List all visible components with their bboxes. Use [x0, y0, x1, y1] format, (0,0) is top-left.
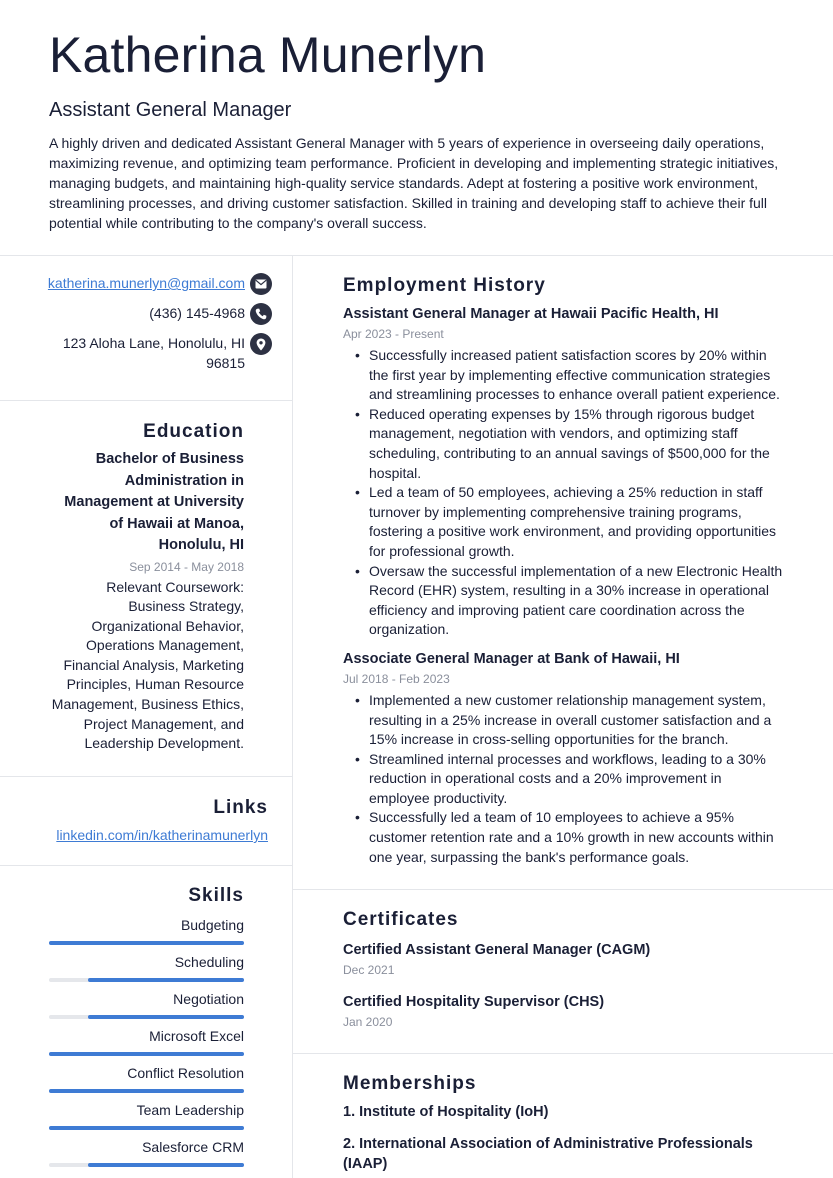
degree-title: Bachelor of Business Administration in Management at University of Hawaii at Manoa, Honolulu, HI: [64, 451, 244, 553]
skill-label: Team Leadership: [136, 1102, 244, 1118]
skill-level-fill: [49, 1052, 244, 1056]
contact-section: [0, 256, 292, 401]
candidate-title: Assistant General Manager: [49, 99, 292, 121]
certificate-date: Jan 2020: [343, 1015, 393, 1029]
skill-level-bar: [49, 1126, 244, 1130]
job-bullet: • Successfully led a team of 10 employees to achieve a 95% customer retention rate and a 10% growth in new accounts within one year, surpassing the bank's performance goals.: [355, 808, 785, 867]
linkedin-link[interactable]: linkedin.com/in/katherinamunerlyn: [56, 827, 268, 843]
skill-item: [49, 1137, 244, 1167]
skill-label: Conflict Resolution: [127, 1065, 244, 1081]
email-link[interactable]: katherina.munerlyn@gmail.com: [47, 275, 245, 291]
skill-level-fill: [49, 941, 244, 945]
skills-section: [0, 866, 292, 1167]
contact-email-row: [49, 273, 272, 295]
coursework: Relevant Coursework: Business Strategy, Organizational Behavior, Operations Management, Financial Analysis, Marketing Principles, Human Resource Management, Business Ethics, Project Management, and Leadership Development.: [51, 578, 244, 752]
links-section: [0, 777, 292, 866]
memberships-heading: Memberships: [343, 1073, 477, 1094]
employment-heading: Employment History: [343, 275, 546, 296]
candidate-name: Katherina Munerlyn: [49, 27, 487, 83]
skill-level-fill: [49, 1126, 244, 1130]
skill-label: Negotiation: [173, 991, 244, 1007]
skill-label: Microsoft Excel: [149, 1028, 244, 1044]
job-entry: [343, 649, 785, 867]
employment-section: [293, 256, 833, 890]
job-title: Assistant General Manager at Hawaii Pacific Health, HI: [343, 306, 719, 322]
education-dates: Sep 2014 - May 2018: [129, 559, 244, 574]
job-bullet: • Oversaw the successful implementation of a new Electronic Health Record (EHR) system, resulting in a 30% increase in operational efficiency and improving patient care coordination across the organization.: [355, 562, 785, 640]
certificate-date: Dec 2021: [343, 963, 395, 977]
location-pin-icon: [250, 333, 272, 355]
membership-item: 1. Institute of Hospitality (IoH): [343, 1104, 549, 1120]
job-dates: Jul 2018 - Feb 2023: [343, 671, 450, 686]
phone-number: (436) 145-4968: [149, 305, 245, 321]
education-heading: Education: [143, 421, 244, 442]
job-bullet: • Successfully increased patient satisfaction scores by 20% within the first year by implementing effective communication strategies and streamlining processes to enhance overall patient experience.: [355, 346, 785, 405]
skills-heading: Skills: [188, 885, 244, 906]
skills-list: [49, 915, 244, 1167]
phone-icon: [250, 303, 272, 325]
skill-item: [49, 989, 244, 1019]
membership-item: 2. International Association of Administrative Professionals (IAAP): [343, 1136, 753, 1172]
skill-level-bar: [49, 1015, 244, 1019]
certificates-heading: Certificates: [343, 909, 459, 930]
skill-level-fill: [88, 978, 244, 982]
memberships-section: [293, 1054, 833, 1174]
certificate-entry: [343, 992, 785, 1031]
address: 123 Aloha Lane, Honolulu, HI 96815: [62, 335, 245, 371]
skill-label: Salesforce CRM: [142, 1139, 244, 1155]
job-bullet: • Implemented a new customer relationship management system, resulting in a 25% increase in overall customer satisfaction and a 15% increase in cross-selling opportunities for the branch.: [355, 691, 785, 750]
skill-level-fill: [49, 1089, 244, 1093]
job-bullet: • Led a team of 50 employees, achieving a 25% reduction in staff turnover by implementing comprehensive training programs, fostering a positive work environment, and providing opportunities for professional growth.: [355, 483, 785, 561]
envelope-icon: [250, 273, 272, 295]
job-entry: [343, 304, 785, 640]
contact-address-row: [49, 333, 272, 373]
skill-item: [49, 952, 244, 982]
certificate-entry: [343, 940, 785, 979]
job-dates: Apr 2023 - Present: [343, 327, 444, 341]
links-heading: Links: [213, 797, 268, 818]
job-bullets: [343, 346, 785, 640]
resume-header: [0, 0, 833, 256]
skill-label: Budgeting: [180, 917, 244, 933]
skill-level-bar: [49, 1089, 244, 1093]
skill-level-bar: [49, 1163, 244, 1167]
education-section: [0, 401, 292, 777]
job-bullets: [343, 691, 785, 867]
skill-level-bar: [49, 941, 244, 945]
job-title: Associate General Manager at Bank of Hawaii, HI: [343, 650, 680, 667]
skill-item: [49, 1100, 244, 1130]
left-column: [0, 256, 293, 1178]
skill-item: [49, 1063, 244, 1093]
job-bullet: • Reduced operating expenses by 15% through rigorous budget management, negotiation with vendors, and optimizing staff scheduling, contributing to an annual savings of $500,000 for the hospital.: [355, 405, 785, 483]
certificate-name: Certified Assistant General Manager (CAGM): [343, 942, 651, 958]
certificate-name: Certified Hospitality Supervisor (CHS): [343, 994, 605, 1010]
right-column: [293, 256, 833, 1178]
certificates-section: [293, 890, 833, 1054]
skill-level-fill: [88, 1163, 244, 1167]
skill-level-bar: [49, 1052, 244, 1056]
contact-phone-row: [49, 303, 272, 325]
skill-item: [49, 1026, 244, 1056]
skill-level-bar: [49, 978, 244, 982]
profile-summary: A highly driven and dedicated Assistant General Manager with 5 years of experience in overseeing daily operations, maximizing revenue, and optimizing team performance. Proficient in developing and implementing strategic initiatives, managing budgets, and maintaining high-quality service standards. Adept at fostering a positive work environment, streamlining processes, and driving customer satisfaction. Skilled in training and developing staff to achieve their full potential while contributing to the company's overall success.: [49, 135, 779, 231]
skill-item: [49, 915, 244, 945]
job-bullet: • Streamlined internal processes and workflows, leading to a 30% reduction in operational costs and a 20% improvement in employee productivity.: [355, 750, 785, 809]
skill-label: Scheduling: [174, 954, 244, 970]
skill-level-fill: [88, 1015, 244, 1019]
